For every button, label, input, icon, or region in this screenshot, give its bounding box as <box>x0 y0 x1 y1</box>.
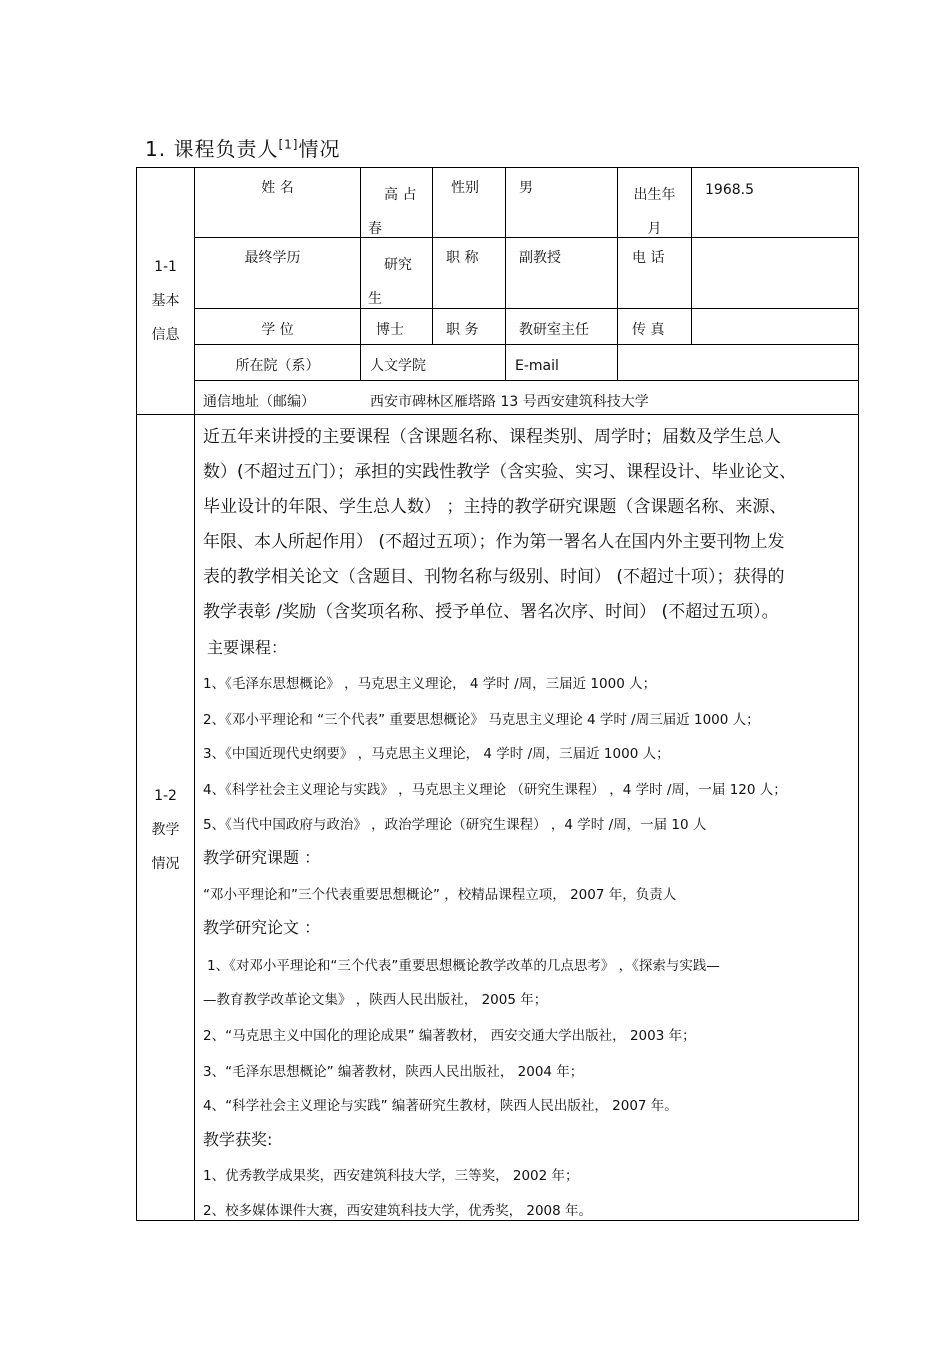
heading-text: 课程负责人 <box>173 137 279 161</box>
paper-item: 1、《对邓小平理论和“三个代表”重要思想概论教学改革的几点思考》 ，《探索与实践— <box>207 958 720 974</box>
courses-heading: 主要课程： <box>207 638 288 657</box>
course-item: 3、《中国近现代史纲要》 ，马克思主义理论， 4 学时 /周，三届近 1000 人； <box>203 746 670 762</box>
intro-line: 表的教学相关论文（含题目、刊物名称与级别、时间） (不超过十项）；获得的 <box>203 567 785 587</box>
title-label: 职 称 <box>446 250 479 266</box>
table-border-top <box>136 167 859 168</box>
page-heading <box>145 133 340 162</box>
section-divider <box>136 414 859 415</box>
birth-value: 1968.5 <box>705 182 754 198</box>
address-label: 通信地址（邮编） <box>203 394 315 410</box>
col-divider <box>505 167 506 380</box>
research-heading: 教学研究课题 ： <box>203 848 321 867</box>
row-divider <box>194 344 859 345</box>
education-label: 最终学历 <box>244 250 301 266</box>
col-divider <box>360 167 361 380</box>
award-item: 2、校多媒体课件大赛，西安建筑科技大学，优秀奖， 2008 年。 <box>203 1203 593 1219</box>
row-divider <box>194 237 859 238</box>
course-item: 5、《当代中国政府与政治》 ，政治学理论（研究生课程） ，4 学时 /周，一届 10 人 <box>203 817 707 833</box>
fax-label: 传 真 <box>632 322 665 338</box>
intro-line: 数）(不超过五门）；承担的实践性教学（含实验、实习、课程设计、毕业论文、 <box>203 462 797 482</box>
section1-label: 1-1 基本 信息 <box>151 259 180 343</box>
papers-heading: 教学研究论文 ： <box>203 918 321 937</box>
research-item: “邓小平理论和”三个代表重要思想概论” ，校精品课程立项， 2007 年，负责人 <box>203 887 677 903</box>
course-item: 2、《邓小平理论和 “三个代表” 重要思想概论》 马克思主义理论 4 学时 /周三届近 1000 人； <box>203 712 760 728</box>
birth-label: 出生年 月 <box>633 187 676 237</box>
name-value: 高 占 春 <box>368 187 417 237</box>
education-value: 研究 生 <box>368 257 412 307</box>
paper-item: —教育教学改革论文集》 ，陕西人民出版社， 2005 年； <box>203 992 548 1008</box>
heading-suffix: 情况 <box>298 137 341 161</box>
paper-item: 3、“毛泽东思想概论” 编著教材，陕西人民出版社， 2004 年； <box>203 1064 584 1080</box>
degree-value: 博士 <box>376 322 404 338</box>
heading-number: 1. <box>145 137 167 161</box>
email-label: E-mail <box>515 358 559 374</box>
table-border-right <box>858 167 859 1221</box>
dept-value: 人文学院 <box>370 358 426 374</box>
paper-item: 4、“科学社会主义理论与实践” 编著研究生教材，陕西人民出版社， 2007 年。 <box>203 1098 678 1114</box>
heading-footnote: [1] <box>278 137 299 152</box>
col-divider <box>432 167 433 344</box>
intro-line: 年限、本人所起作用） (不超过五项）；作为第一署名人在国内外主要刊物上发 <box>203 532 785 552</box>
award-item: 1、优秀教学成果奖，西安建筑科技大学，三等奖， 2002 年； <box>203 1168 579 1184</box>
course-item: 1、《毛泽东思想概论》 ，马克思主义理论， 4 学时 /周，三届近 1000 人； <box>203 676 657 692</box>
phone-label: 电 话 <box>632 250 665 266</box>
intro-line: 教学表彰 /奖励（含奖项名称、授予单位、署名次序、时间） (不超过五项）。 <box>203 602 779 622</box>
row-divider <box>194 380 859 381</box>
gender-label: 性别 <box>451 180 479 196</box>
dept-label: 所在院（系） <box>235 358 320 374</box>
position-value: 教研室主任 <box>519 322 589 338</box>
awards-heading: 教学获奖: <box>203 1130 273 1149</box>
title-value: 副教授 <box>519 250 561 266</box>
course-item: 4、《科学社会主义理论与实践》 ，马克思主义理论 （研究生课程） ，4 学时 /周，一届 120 人； <box>203 782 787 798</box>
name-label: 姓 名 <box>261 180 294 196</box>
gender-value: 男 <box>519 180 533 196</box>
degree-label: 学 位 <box>261 322 294 338</box>
intro-line: 近五年来讲授的主要课程（含课题名称、课程类别、周学时；届数及学生总人 <box>203 427 781 447</box>
address-value: 西安市碑林区雁塔路 13 号西安建筑科技大学 <box>370 394 649 410</box>
position-label: 职 务 <box>446 322 479 338</box>
section2-label: 1-2 教学 情况 <box>151 788 180 872</box>
col-divider <box>691 167 692 344</box>
row-divider <box>194 308 859 309</box>
paper-item: 2、“马克思主义中国化的理论成果” 编著教材， 西安交通大学出版社， 2003 年； <box>203 1028 696 1044</box>
intro-line: 毕业设计的年限、学生总人数） ；主持的教学研究课题（含课题名称、来源、 <box>203 497 787 517</box>
